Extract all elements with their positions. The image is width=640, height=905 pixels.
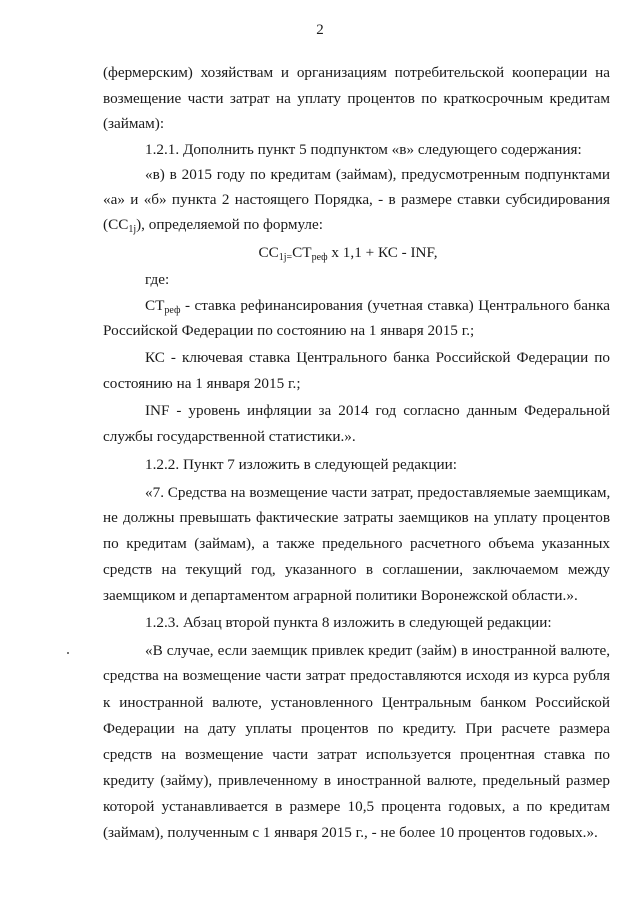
formula-ct-sub: реф [311,252,328,263]
text-line: не должны превышать фактические затраты заемщиков на уплату процентов [103,509,610,526]
text-line: КС - ключевая ставка Центрального банка Российской Федерации по [145,349,610,366]
formula [0,244,640,262]
formula-rest: х 1,1 + КС - INF, [327,244,438,261]
text-line: «7. Средства на возмещение части затрат, предоставляемые заемщикам, [145,484,611,501]
text-line: средств на текущий год, указанного в соглашении, заключаемом между [103,561,610,578]
formula-lhs: СС [258,244,279,261]
text-line: $СТ_{реф}$ - ставка рефинансирования (учетная ставка) Центрального банка [145,297,610,316]
margin-mark [67,652,69,654]
text-line: 1.2.1. Дополнить пункт 5 подпунктом «в» следующего содержания: [145,141,582,158]
ct-symbol: СТ [145,297,165,314]
cc-symbol: СС [108,216,129,233]
text-line: возмещение части затрат на уплату процентов по краткосрочным кредитам [103,90,610,107]
formula-lhs-sub: 1j= [278,252,293,263]
text-line: по кредитам (займам), а также предельного расчетного объема указанных [103,535,610,552]
cc-subscript: 1j [128,224,137,235]
text-line: INF - уровень инфляции за 2014 год согласно данным Федеральной [145,402,610,419]
formula-ct: СТ [292,244,312,261]
text-line: средства на возмещение части затрат предоставляются исходя из курса рубля [103,667,610,684]
ct-subscript: реф [164,305,181,316]
text-line: состоянию на 1 января 2015 г.; [103,375,301,392]
text-line: которой устанавливается в размере 10,5 процента годовых, а по кредитам [103,798,610,815]
text-line [103,216,610,234]
text-line: «в) в 2015 году по кредитам (займам), предусмотренным подпунктами [145,166,610,183]
text-line: к иностранной валюте, установленного Центральным банком Российской [103,694,610,711]
text-line: 1.2.3. Абзац второй пункта 8 изложить в следующей редакции: [145,614,552,631]
text-line: средств на возмещение части затрат используется процентная ставка по [103,746,610,763]
page-number: 2 [316,22,324,38]
text-line: (займам), полученным с 1 января 2015 г., - не более 10 процентов годовых.». [103,824,598,841]
text-line: Российской Федерации по состоянию на 1 января 2015 г.; [103,322,475,339]
text-line: «а» и «б» пункта 2 настоящего Порядка, - в размере ставки субсидирования [103,191,610,208]
cc-open-paren: ( [103,216,109,233]
text-line: (фермерским) хозяйствам и организациям потребительской кооперации на [103,64,610,81]
text-line-rest: ), определяемой по формуле: [136,216,323,233]
text-line: службы государственной статистики.». [103,428,356,445]
text-line: заемщиком и департаментом аграрной политики Воронежской области.». [103,587,578,604]
text-line: где: [145,271,170,288]
text-line: «В случае, если заемщик привлек кредит (займ) в иностранной валюте, [145,642,610,659]
text-line: 1.2.2. Пункт 7 изложить в следующей редакции: [145,456,458,473]
text-line: Федерации на дату уплаты процентов по кредиту. При расчете размера [103,720,610,737]
text-line: (займам): [103,115,165,132]
text-line: кредиту (займу), привлеченному в иностранной валюте, предельный размер [103,772,610,789]
